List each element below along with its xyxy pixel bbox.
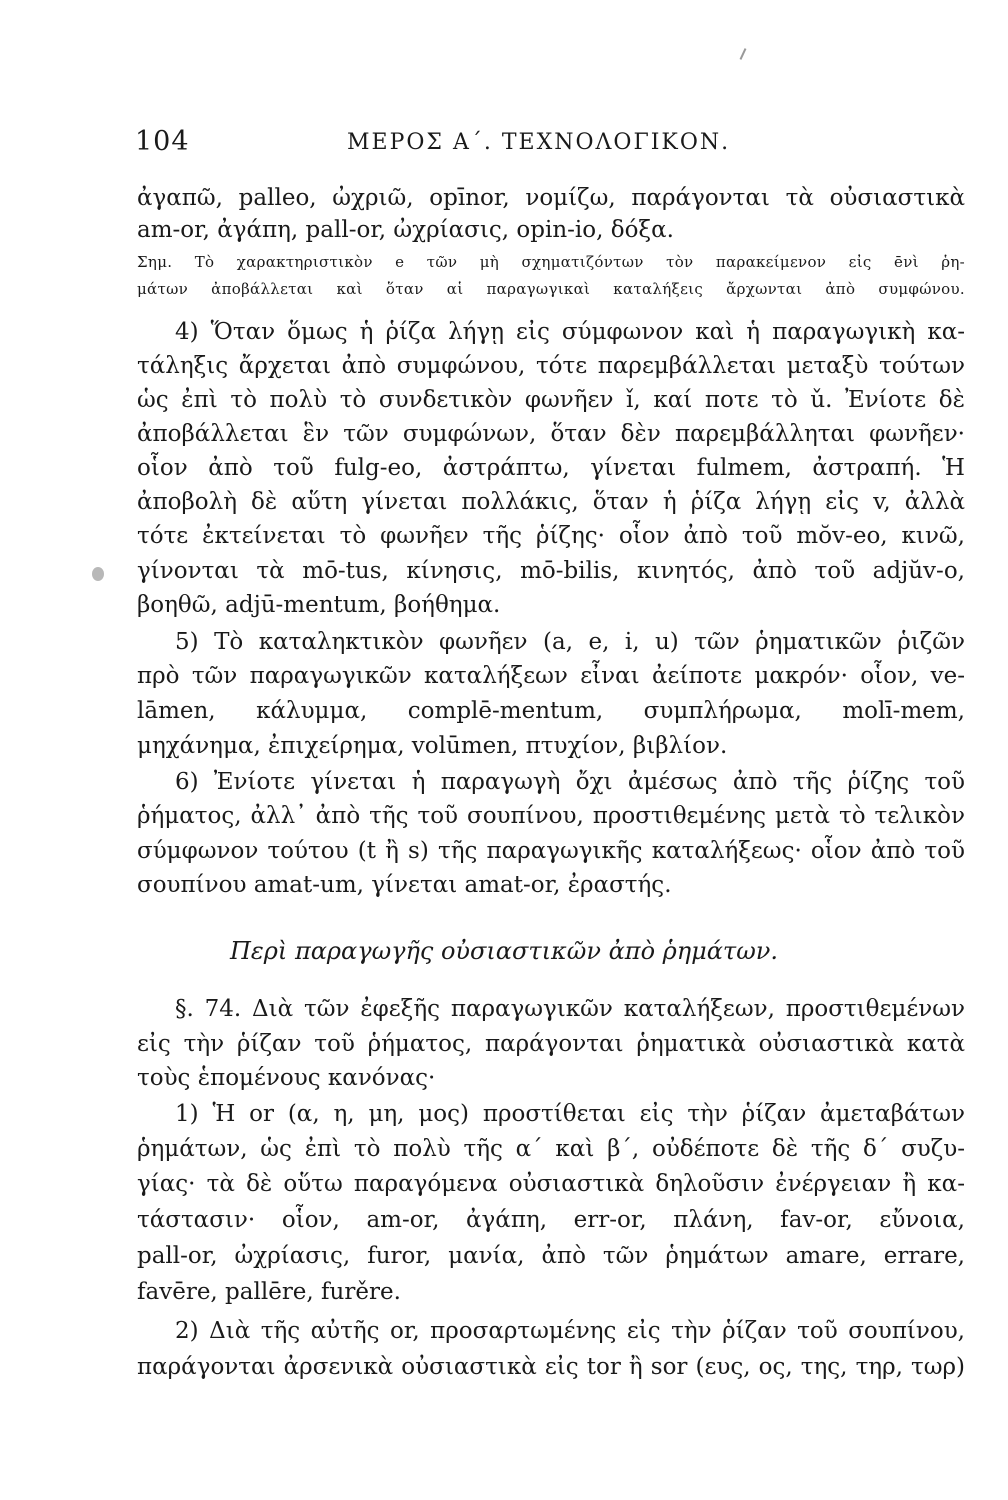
- text-line: ὡς ἐπὶ τὸ πολὺ τὸ συνδετικὸν φωνῆεν ǐ, καί ποτε τὸ ǔ. Ἐνίοτε δὲ: [137, 387, 965, 413]
- text-line: γίνονται τὰ mō-tus, κίνησις, mō-bilis, κινητός, ἀπὸ τοῦ adjŭv-o,: [137, 558, 965, 584]
- text-line: 4) Ὅταν ὅμως ἡ ῥίζα λήγῃ εἰς σύμφωνον καὶ ἡ παραγωγικὴ κα-: [175, 319, 965, 345]
- text-line: ἀποβάλλεται ἓν τῶν συμφώνων, ὅταν δὲν παρεμβάλληται φωνῆεν·: [137, 421, 965, 447]
- text-line: μηχάνημα, ἐπιχείρημα, volūmen, πτυχίον, βιβλίον.: [137, 733, 728, 759]
- text-line: γίας· τὰ δὲ οὕτω παραγόμενα οὐσιαστικὰ δηλοῦσιν ἐνέργειαν ἢ κα-: [137, 1171, 965, 1197]
- note-line: Σημ. Τὸ χαρακτηριστικὸν e τῶν μὴ σχηματιζόντων τὸν παρακείμενον εἰς ēνὶ ῥη-: [137, 253, 965, 271]
- text-line: 1) Ἡ or (α, η, μη, μος) προστίθεται εἰς τὴν ῥίζαν ἀμεταβάτων: [175, 1101, 965, 1127]
- text-line: σουπίνου amat-um, γίνεται amat-or, ἐραστής.: [137, 872, 672, 898]
- text-line: 2) Διὰ τῆς αὐτῆς or, προσαρτωμένης εἰς τὴν ῥίζαν τοῦ σουπίνου,: [175, 1318, 965, 1344]
- text-line: lāmen, κάλυμμα, complē-mentum, συμπλήρωμα, molī-mem,: [137, 698, 965, 724]
- text-line: τάληξις ἄρχεται ἀπὸ συμφώνου, τότε παρεμβάλλεται μεταξὺ τούτων: [137, 353, 965, 379]
- section-title: Περὶ παραγωγῆς οὐσιαστικῶν ἀπὸ ῥημάτων.: [229, 937, 778, 965]
- ink-stain: [92, 567, 104, 581]
- text-line: ῥημάτων, ὡς ἐπὶ τὸ πολὺ τῆς α΄ καὶ β΄, οὐδέποτε δὲ τῆς δ΄ συζυ-: [137, 1136, 965, 1162]
- text-line: τότε ἐκτείνεται τὸ φωνῆεν τῆς ῥίζης· οἷον ἀπὸ τοῦ mŏv-eo, κινῶ,: [137, 523, 965, 549]
- text-line: pall-or, ὠχρίασις, furor, μανία, ἀπὸ τῶν ῥημάτων amare, errare,: [137, 1243, 965, 1269]
- text-line: εἰς τὴν ῥίζαν τοῦ ῥήματος, παράγονται ῥηματικὰ οὐσιαστικὰ κατὰ: [137, 1031, 965, 1057]
- text-line: οἷον ἀπὸ τοῦ fulg-eo, ἀστράπτω, γίνεται fulmem, ἀστραπή. Ἡ: [137, 455, 965, 481]
- text-line: 6) Ἐνίοτε γίνεται ἡ παραγωγὴ ὄχι ἀμέσως ἀπὸ τῆς ῥίζης τοῦ: [175, 769, 965, 795]
- text-line: favēre, pallēre, furěre.: [137, 1279, 401, 1305]
- text-line: πρὸ τῶν παραγωγικῶν καταλήξεων εἶναι ἀείποτε μακρόν· οἷον, ve-: [137, 663, 965, 689]
- page-number: 104: [135, 126, 190, 157]
- running-head: ΜΕΡΟΣ Α΄. ΤΕΧΝΟΛΟΓΙΚΟΝ.: [347, 130, 731, 155]
- text-line: τάστασιν· οἷον, am-or, ἀγάπη, err-or, πλάνη, fav-or, εὔνοια,: [137, 1207, 965, 1233]
- text-line: σύμφωνον τούτου (t ἢ s) τῆς παραγωγικῆς καταλήξεως· οἷον ἀπὸ τοῦ: [137, 838, 965, 864]
- text-line: βοηθῶ, adjū-mentum, βοήθημα.: [137, 592, 501, 618]
- text-line: τοὺς ἑπομένους κανόνας·: [137, 1065, 436, 1091]
- text-line: ἀποβολὴ δὲ αὕτη γίνεται πολλάκις, ὅταν ἡ ῥίζα λήγῃ εἰς v, ἀλλὰ: [137, 489, 965, 515]
- text-line: 5) Τὸ καταληκτικὸν φωνῆεν (a, e, i, u) τῶν ῥηματικῶν ῥιζῶν: [175, 629, 965, 655]
- margin-mark: [740, 48, 747, 60]
- note-line: μάτων ἀποβάλλεται καὶ ὅταν αἱ παραγωγικαὶ καταλήξεις ἄρχωνται ἀπὸ συμφώνου.: [137, 280, 965, 298]
- page-header: [135, 126, 965, 166]
- text-line: §. 74. Διὰ τῶν ἐφεξῆς παραγωγικῶν καταλήξεων, προστιθεμένων: [175, 996, 965, 1022]
- text-line: παράγονται ἀρσενικὰ οὐσιαστικὰ εἰς tor ἢ sor (ευς, ος, της, τηρ, τωρ): [137, 1354, 965, 1380]
- text-line: ῥήματος, ἀλλ᾿ ἀπὸ τῆς τοῦ σουπίνου, προστιθεμένης μετὰ τὸ τελικὸν: [137, 803, 965, 829]
- text-line: am-or, ἀγάπη, pall-or, ὠχρίασις, opin-io, δόξα.: [137, 217, 674, 243]
- text-line: ἀγαπῶ, palleo, ὠχριῶ, opīnor, νομίζω, παράγονται τὰ οὐσιαστικὰ: [137, 185, 965, 211]
